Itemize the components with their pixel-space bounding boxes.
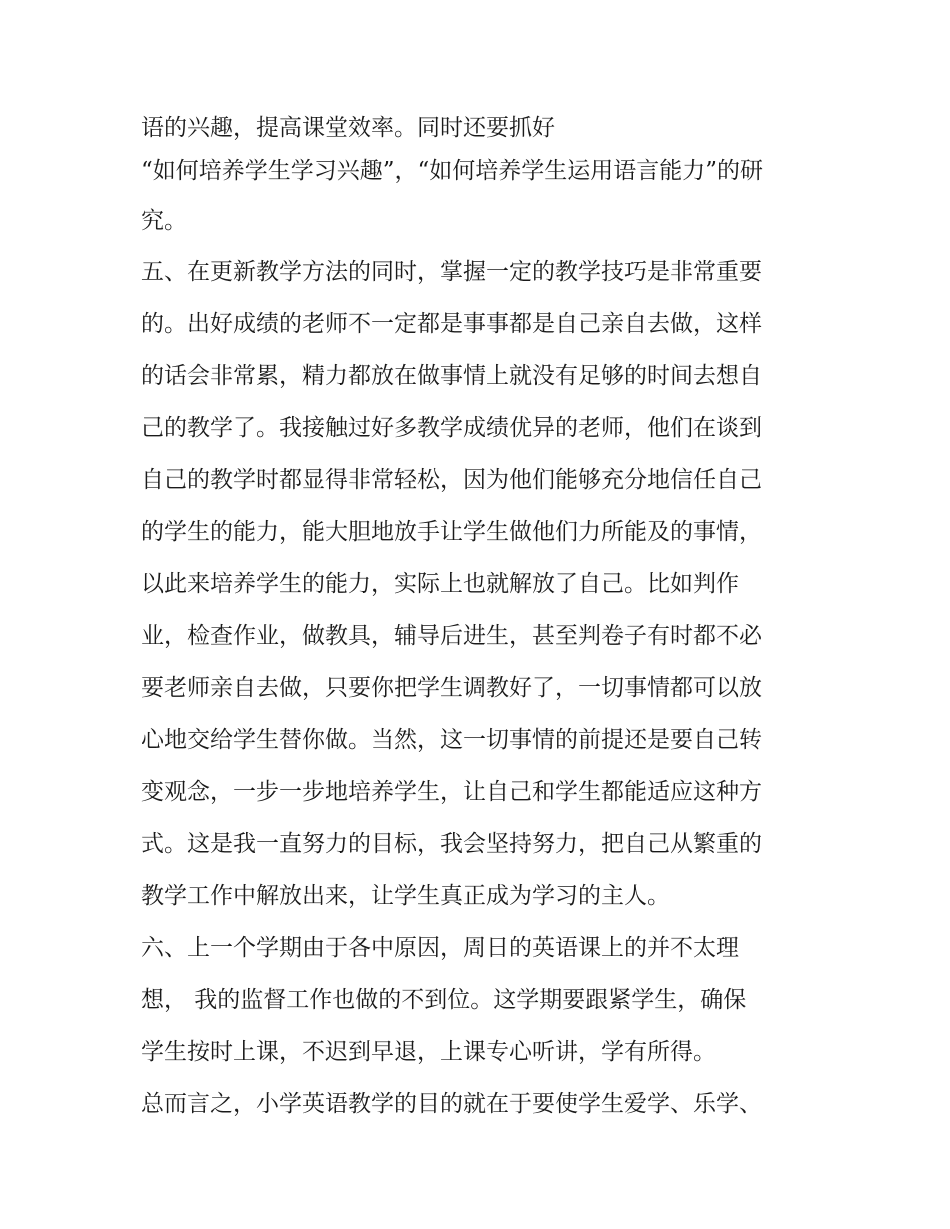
- text-line: 的。出好成绩的老师不一定都是事事都是自己亲自去做，这样: [141, 311, 762, 337]
- text-line: 式。这是我一直努力的目标，我会坚持努力，把自己从繁重的: [141, 831, 762, 857]
- text-line: 的学生的能力，能大胆地放手让学生做他们力所能及的事情，: [141, 519, 762, 545]
- text-line: 六、上一个学期由于各中原因，周日的英语课上的并不太理: [141, 935, 739, 961]
- text-line: 学生按时上课，不迟到早退，上课专心听讲，学有所得。: [141, 1039, 716, 1065]
- text-line: 自己的教学时都显得非常轻松，因为他们能够充分地信任自己: [141, 467, 762, 493]
- text-line: 己的教学了。我接触过好多教学成绩优异的老师，他们在谈到: [141, 415, 762, 441]
- text-line: 总而言之，小学英语教学的目的就在于要使学生爱学、乐学、: [141, 1091, 762, 1117]
- text-line: “如何培养学生学习兴趣”，“如何培养学生运用语言能力”的研: [141, 158, 764, 184]
- body-text: [141, 110, 821, 1130]
- text-line: 要老师亲自去做，只要你把学生调教好了，一切事情都可以放: [141, 675, 762, 701]
- text-line: 教学工作中解放出来，让学生真正成为学习的主人。: [141, 883, 670, 909]
- text-line: 语的兴趣，提高课堂效率。同时还要抓好: [141, 115, 555, 141]
- text-line: 五、在更新教学方法的同时，掌握一定的教学技巧是非常重要: [141, 259, 762, 285]
- text-line: 的话会非常累，精力都放在做事情上就没有足够的时间去想自: [141, 363, 762, 389]
- text-line: 心地交给学生替你做。当然，这一切事情的前提还是要自己转: [141, 727, 762, 753]
- text-line: 变观念，一步一步地培养学生，让自己和学生都能适应这种方: [141, 779, 762, 805]
- text-line: 业，检查作业，做教具，辅导后进生，甚至判卷子有时都不必: [141, 623, 762, 649]
- text-line: 究。: [141, 208, 187, 234]
- text-line: 以此来培养学生的能力，实际上也就解放了自己。比如判作: [141, 571, 739, 597]
- text-line: 想， 我的监督工作也做的不到位。这学期要跟紧学生，确保: [141, 987, 747, 1013]
